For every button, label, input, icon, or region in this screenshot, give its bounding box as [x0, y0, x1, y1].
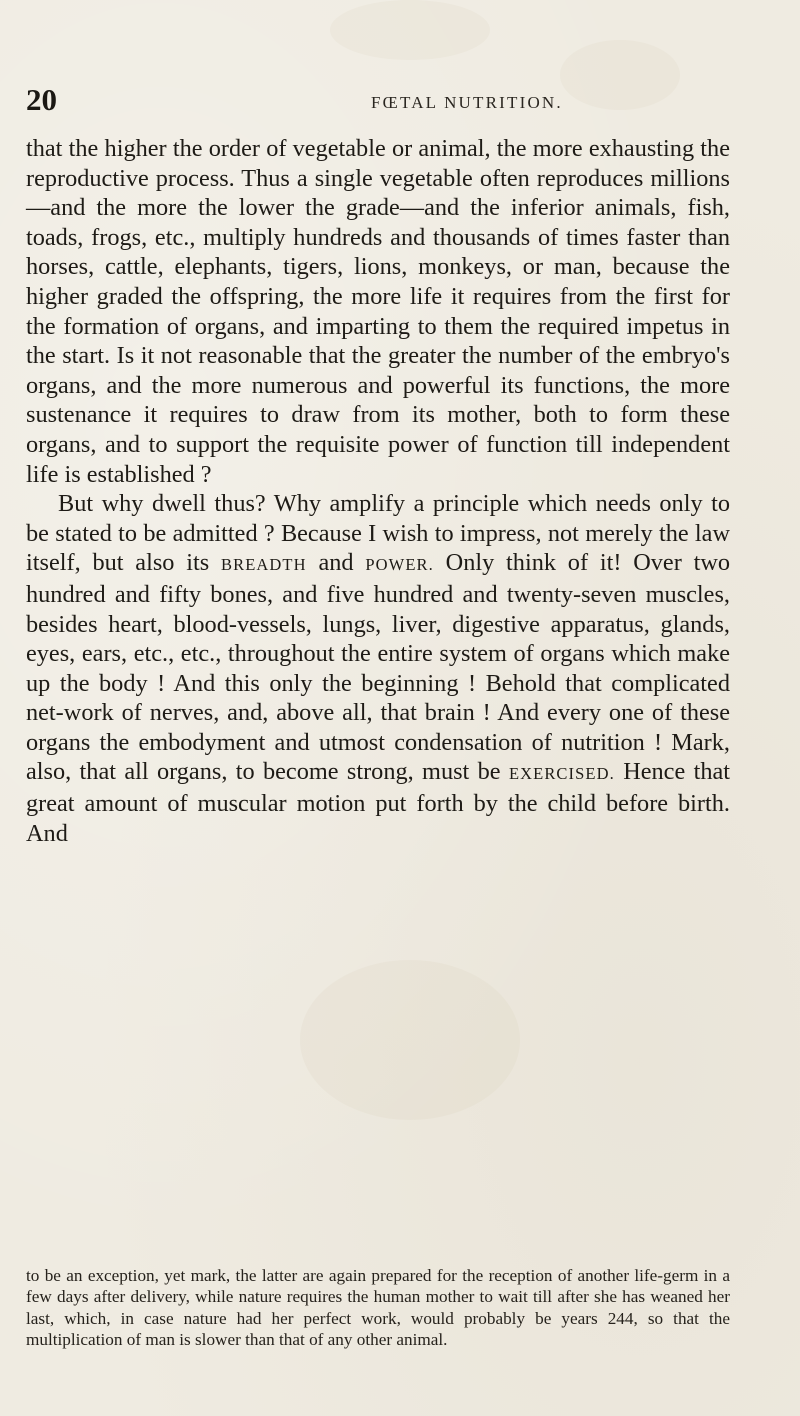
- paragraph-2: [26, 489, 730, 848]
- main-text: [26, 134, 730, 848]
- small-caps-exercised: EXERCISED.: [508, 764, 615, 784]
- paper-stain: [300, 960, 520, 1120]
- running-head: FŒTAL NUTRITION.: [371, 93, 563, 112]
- paragraph-1: that the higher the order of vegetable or animal, the more exhausting the reproductive process. Thus a single vegetable often reproduces millions—and the more the lower the grade—and the inferior animals, fish, toads, frogs, etc., multiply hundreds and thousands of times faster than horses, cattle, elephants, tigers, lions, monkeys, or man, because the higher graded the offspring, the more life it requires from the first for the formation of organs, and imparting to them the required impetus in the start. Is it not reasonable that the greater the number of the embryo's organs, and the more numerous and powerful its functions, the more sustenance it requires to draw from its mother, both to form these organs, and to support the requisite power of function till independent life is established ?: [26, 135, 730, 488]
- paper-stain: [330, 0, 490, 60]
- page-number: 20: [26, 82, 57, 117]
- paragraph-2-part-c: Hence that great amount of muscular motion put forth by the child before birth. And: [26, 758, 731, 847]
- small-caps-breadth: BREADTH: [221, 555, 307, 575]
- paragraph-2-and: and: [318, 549, 354, 577]
- page-header: [26, 82, 746, 122]
- footnote: [26, 1265, 730, 1351]
- footnote-text: to be an exception, yet mark, the latter are again prepared for the reception of another life-germ in a few days after delivery, while nature requires the human mother to wait till after she has weaned her last, which, in case nature had her perfect work, would probably be years 244, so that the multiplication of man is slower than that of any other animal.: [26, 1266, 730, 1350]
- paragraph-2-part-a: But why dwell thus? Why amplify a principle which needs only to be stated to be admitted ? Because I wish to impress, not merely the law itself, but also its: [26, 490, 730, 577]
- small-caps-power: POWER.: [365, 555, 434, 575]
- paragraph-2-part-b: Only think of it! Over two hundred and fifty bones, and five hundred and twenty-seven muscles, besides heart, blood-vessels, lungs, liver, digestive apparatus, glands, eyes, ears, etc., etc., throughout the entire system of organs which make up the body ! And this only the beginning ! Behold that complicated net-work of nerves, and, above all, that brain ! And every one of these organs the embodyment and utmost condensation of nutrition ! Mark, also, that all organs, to become strong, must be: [26, 549, 731, 786]
